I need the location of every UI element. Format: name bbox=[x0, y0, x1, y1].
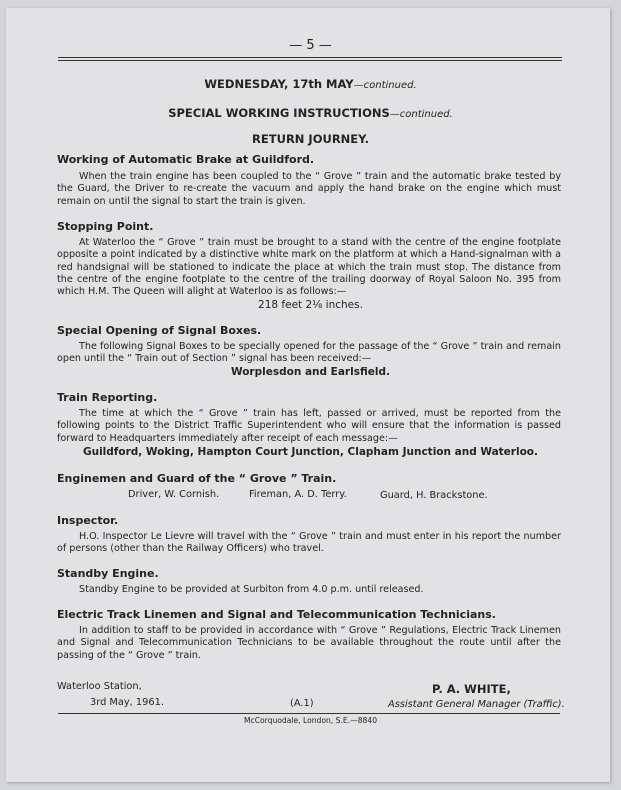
signal-boxes-list: Worplesdon and Earlsfield. bbox=[231, 366, 390, 378]
section-title-inspector: Inspector. bbox=[57, 514, 119, 527]
footer-signatory: P. A. WHITE, bbox=[432, 682, 511, 696]
section-text-reporting: The time at which the “ Grove ” train has left, passed or arrived, must be reported from the following points to the District Traffic Superintendent who will ensure that the information is passed forward to Headquarters immediately after receipt of each message:— bbox=[57, 408, 561, 444]
footer-reference: (A.1) bbox=[290, 698, 314, 709]
section-text-inspector: H.O. Inspector Le Lievre will travel with the “ Grove ” train and must enter in his report the number of persons (other than the Railway Officers) who travel. bbox=[57, 531, 561, 555]
section-title-enginemen: Enginemen and Guard of the “ Grove ” Train. bbox=[57, 472, 337, 485]
stopping-distance: 218 feet 2⅛ inches. bbox=[258, 299, 363, 311]
day-heading: WEDNESDAY, 17th MAY—continued. bbox=[204, 77, 417, 91]
section-title-stopping: Stopping Point. bbox=[57, 220, 154, 233]
journey-heading: RETURN JOURNEY. bbox=[252, 132, 369, 146]
section-title-brake: Working of Automatic Brake at Guildford. bbox=[57, 153, 315, 166]
section-text-linemen: In addition to staff to be provided in accordance with “ Grove ” Regulations, Electric Track Linemen and Signal and Telecommunication Technicians to be available throughout the route until after the passing of the “ Grove ” train. bbox=[57, 625, 561, 661]
printer-imprint: McCorquodale, London, S.E.—8840 bbox=[243, 716, 378, 725]
section-text-standby: Standby Engine to be provided at Surbiton from 4.0 p.m. until released. bbox=[79, 584, 424, 595]
instructions-heading: SPECIAL WORKING INSTRUCTIONS—continued. bbox=[168, 106, 453, 120]
footer-date: 3rd May, 1961. bbox=[90, 697, 164, 708]
guard-name: Guard, H. Brackstone. bbox=[380, 490, 488, 501]
header-rule bbox=[58, 57, 562, 58]
section-title-signal-boxes: Special Opening of Signal Boxes. bbox=[57, 324, 262, 337]
footer-rule bbox=[58, 713, 560, 714]
fireman-name: Fireman, A. D. Terry. bbox=[249, 489, 347, 500]
section-text-stopping: At Waterloo the “ Grove ” train must be brought to a stand with the centre of the engine footplate opposite a point indicated by a distinctive white mark on the platform at which a Hand-signalman with a red handsignal will be stationed to indicate the place at which the train must stop. The distance from the centre of the engine footplate to the centre of the trailing doorway of Royal Saloon No. 395 from which H.M. The Queen will alight at Waterloo is as follows:— bbox=[57, 237, 561, 298]
section-text-brake: When the train engine has been coupled to the “ Grove ” train and the automatic brake tested by the Guard, the Driver to re-create the vacuum and apply the hand brake on the engine which must remain on until the signal to start the train is given. bbox=[57, 171, 561, 207]
footer-signatory-title: Assistant General Manager (Traffic). bbox=[388, 699, 565, 710]
section-title-linemen: Electric Track Linemen and Signal and Telecommunication Technicians. bbox=[57, 608, 496, 621]
driver-name: Driver, W. Cornish. bbox=[128, 489, 220, 500]
section-text-signal-boxes: The following Signal Boxes to be specially opened for the passage of the “ Grove ” train and remain open until the “ Train out of Section ” signal has been received:— bbox=[57, 341, 561, 365]
header-rule-double bbox=[58, 60, 562, 61]
section-title-standby: Standby Engine. bbox=[57, 567, 159, 580]
section-title-reporting: Train Reporting. bbox=[57, 391, 158, 404]
footer-station: Waterloo Station, bbox=[57, 681, 142, 692]
page-number: — 5 — bbox=[289, 38, 332, 53]
reporting-points: Guildford, Woking, Hampton Court Junction, Clapham Junction and Waterloo. bbox=[82, 446, 538, 458]
